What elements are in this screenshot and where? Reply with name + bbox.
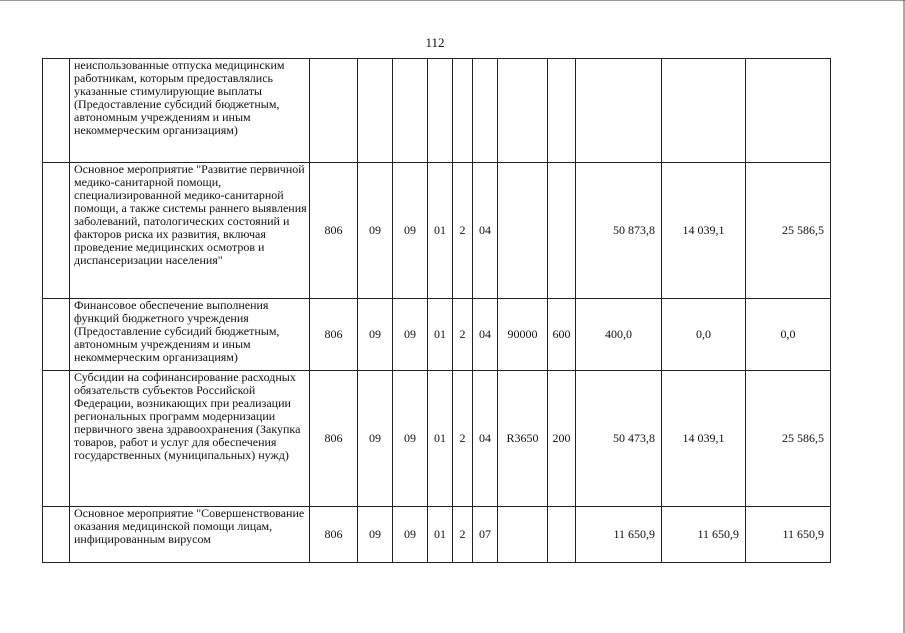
program-code-cell: 01 — [428, 371, 453, 507]
sum-year-2-cell: 14 039,1 — [662, 371, 746, 507]
expense-type-cell — [548, 163, 576, 299]
direction-code-cell: R3650 — [498, 371, 548, 507]
sum-year-1-cell — [576, 59, 662, 163]
subprogram-code-cell: 2 — [453, 163, 473, 299]
table-row — [43, 299, 831, 371]
table-row — [43, 371, 831, 507]
ministry-code-cell: 806 — [310, 507, 358, 563]
ministry-code-cell: 806 — [310, 163, 358, 299]
sum-year-3-cell: 11 650,9 — [746, 507, 831, 563]
description-cell: неиспользованные отпуска медицинским работникам, которым предоставлялись указанные стимулирующие выплаты (Предоставление субсидий бюджетным, автономным учреждениям и иным некоммерческим организациям) — [70, 59, 310, 163]
ministry-code-cell: 806 — [310, 371, 358, 507]
subsection-code-cell — [393, 59, 428, 163]
expense-type-cell — [548, 59, 576, 163]
sum-year-3-cell: 0,0 — [746, 299, 831, 371]
expense-type-cell — [548, 507, 576, 563]
activity-code-cell: 07 — [473, 507, 498, 563]
program-code-cell: 01 — [428, 163, 453, 299]
description-cell: Субсидии на софинансирование расходных обязательств субъектов Российской Федерации, возникающих при реализации региональных программ модернизации первичного звена здравоохранения (Закупка товаров, работ и услуг для обеспечения государственных (муниципальных) нужд) — [70, 371, 310, 507]
section-code-cell: 09 — [358, 299, 393, 371]
direction-code-cell — [498, 59, 548, 163]
index-cell — [43, 371, 70, 507]
subsection-code-cell: 09 — [393, 163, 428, 299]
section-code-cell: 09 — [358, 163, 393, 299]
sum-year-1-cell: 50 873,8 — [576, 163, 662, 299]
sum-year-2-cell — [662, 59, 746, 163]
sum-year-1-cell: 50 473,8 — [576, 371, 662, 507]
section-code-cell — [358, 59, 393, 163]
direction-code-cell — [498, 507, 548, 563]
expense-type-cell: 200 — [548, 371, 576, 507]
subsection-code-cell: 09 — [393, 299, 428, 371]
sum-year-2-cell: 14 039,1 — [662, 163, 746, 299]
section-code-cell: 09 — [358, 371, 393, 507]
sum-year-1-cell: 11 650,9 — [576, 507, 662, 563]
table-row — [43, 59, 831, 163]
sum-year-3-cell: 25 586,5 — [746, 371, 831, 507]
page-number: 112 — [425, 35, 445, 50]
description-cell: Основное мероприятие "Совершенствование оказания медицинской помощи лицам, инфицированным вирусом — [70, 507, 310, 563]
expense-type-cell: 600 — [548, 299, 576, 371]
direction-code-cell — [498, 163, 548, 299]
ministry-code-cell — [310, 59, 358, 163]
ministry-code-cell: 806 — [310, 299, 358, 371]
index-cell — [43, 163, 70, 299]
sum-year-3-cell: 25 586,5 — [746, 163, 831, 299]
description-cell: Финансовое обеспечение выполнения функций бюджетного учреждения (Предоставление субсидий бюджетным, автономным учреждениям и иным некоммерческим организациям) — [70, 299, 310, 371]
activity-code-cell — [473, 59, 498, 163]
activity-code-cell: 04 — [473, 299, 498, 371]
budget-table — [42, 58, 831, 563]
sum-year-2-cell: 0,0 — [662, 299, 746, 371]
subsection-code-cell: 09 — [393, 371, 428, 507]
subsection-code-cell: 09 — [393, 507, 428, 563]
sum-year-1-cell: 400,0 — [576, 299, 662, 371]
subprogram-code-cell: 2 — [453, 371, 473, 507]
sum-year-3-cell — [746, 59, 831, 163]
subprogram-code-cell — [453, 59, 473, 163]
activity-code-cell: 04 — [473, 163, 498, 299]
sum-year-2-cell: 11 650,9 — [662, 507, 746, 563]
table-row — [43, 507, 831, 563]
subprogram-code-cell: 2 — [453, 507, 473, 563]
section-code-cell: 09 — [358, 507, 393, 563]
description-cell: Основное мероприятие "Развитие первичной медико-санитарной помощи, специализированной медико-санитарной помощи, а также системы раннего выявления заболеваний, патологических состояний и факторов риска их развития, включая проведение медицинских осмотров и диспансеризации населения" — [70, 163, 310, 299]
index-cell — [43, 299, 70, 371]
index-cell — [43, 59, 70, 163]
table-row — [43, 163, 831, 299]
activity-code-cell: 04 — [473, 371, 498, 507]
program-code-cell: 01 — [428, 507, 453, 563]
index-cell — [43, 507, 70, 563]
subprogram-code-cell: 2 — [453, 299, 473, 371]
direction-code-cell: 90000 — [498, 299, 548, 371]
program-code-cell — [428, 59, 453, 163]
program-code-cell: 01 — [428, 299, 453, 371]
